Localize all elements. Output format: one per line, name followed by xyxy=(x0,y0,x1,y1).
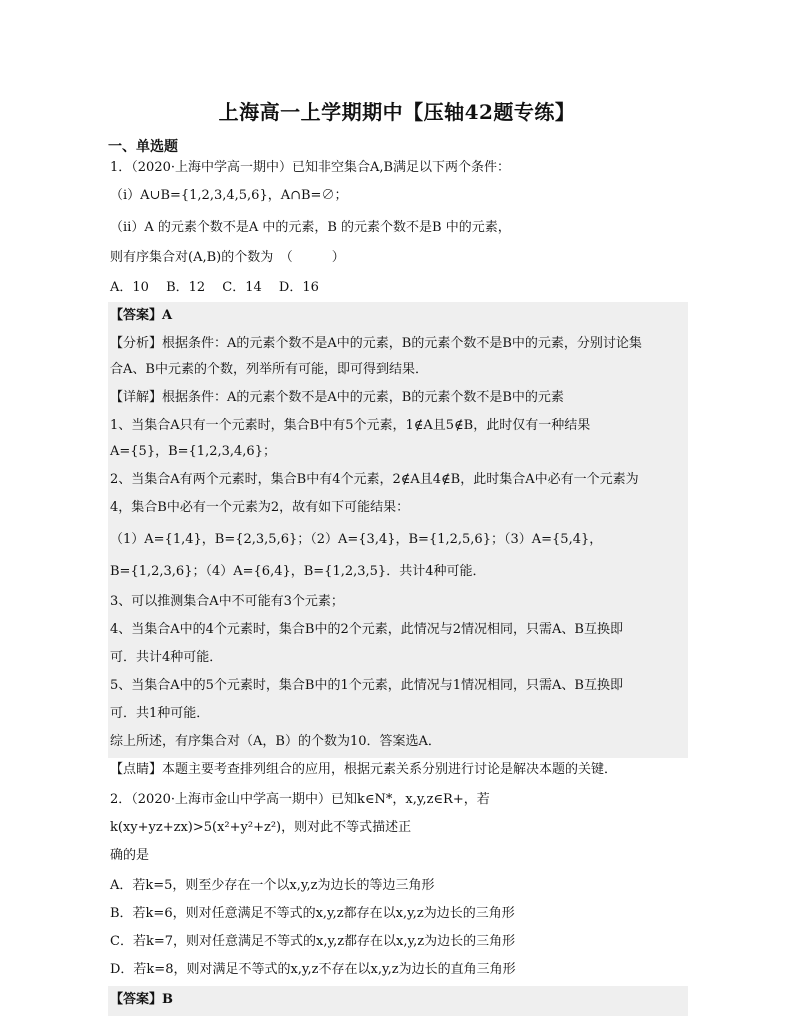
q1-answer: 【答案】A xyxy=(110,308,173,323)
q1-analysis-line-1: 【分析】根据条件：A的元素个数不是A中的元素，B的元素个数不是B中的元素，分别讨论集 xyxy=(110,336,642,351)
q1-stem: 1．（2020·上海中学高一期中）已知非空集合A,B满足以下两个条件： xyxy=(110,160,511,175)
q2-stem: 2．（2020·上海市金山中学高一期中）已知k∈N*，x,y,z∈R+，若 xyxy=(110,792,490,807)
q1-summary: 综上所述，有序集合对（A，B）的个数为10．答案选A． xyxy=(110,734,441,749)
q2-stem-continued: 确的是 xyxy=(110,848,150,863)
q1-question: 则有序集合对(A,B)的个数为 （ ） xyxy=(110,250,345,265)
q1-detail-case-5a: 5、当集合A中的5个元素时，集合B中的1个元素，此情况与1情况相同，只需A、B互换即 xyxy=(110,678,623,693)
q2-option-d: D．若k=8，则对满足不等式的x,y,z不存在以x,y,z为边长的直角三角形 xyxy=(110,962,516,977)
q1-detail-case-3: 3、可以推测集合A中不可能有3个元素； xyxy=(110,594,344,609)
q1-detail-case-2a: 2、当集合A有两个元素时，集合B中有4个元素，2∉A且4∉B，此时集合A中必有一个元素为 xyxy=(110,472,639,487)
q1-detail-case-1b: A={5}，B={1,2,3,4,6}； xyxy=(110,444,276,459)
q1-detail-case-4a: 4、当集合A中的4个元素时，集合B中的2个元素，此情况与2情况相同，只需A、B互换即 xyxy=(110,622,623,637)
q2-answer-block xyxy=(108,986,688,1016)
q1-options: A．10 B．12 C．14 D．16 xyxy=(110,280,319,295)
q1-detail-case-5b: 可．共1种可能． xyxy=(110,706,210,721)
q1-comment: 【点睛】本题主要考查排列组合的应用，根据元素关系分别进行讨论是解决本题的关键． xyxy=(110,762,618,777)
q2-option-c: C．若k=7，则对任意满足不等式的x,y,z都存在以x,y,z为边长的三角形 xyxy=(110,934,516,949)
q1-detail-case-1a: 1、当集合A只有一个元素时，集合B中有5个元素，1∉A且5∉B，此时仅有一种结果 xyxy=(110,418,591,433)
q1-condition-2: （ⅱ）A 的元素个数不是A 中的元素，B 的元素个数不是B 中的元素， xyxy=(110,220,511,235)
q1-analysis-line-2: 合A、B中元素的个数，列举所有可能，即可得到结果． xyxy=(110,362,428,377)
q1-detail-case-4b: 可．共计4种可能． xyxy=(110,650,223,665)
q2-option-a: A．若k=5，则至少存在一个以x,y,z为边长的等边三角形 xyxy=(110,878,435,893)
q2-option-b: B．若k=6，则对任意满足不等式的x,y,z都存在以x,y,z为边长的三角形 xyxy=(110,906,515,921)
q2-inequality: k(xy+yz+zx)>5(x²+y²+z²)，则对此不等式描述正 xyxy=(110,820,412,835)
section-heading: 一、单选题 xyxy=(108,139,178,155)
q1-detail-heading: 【详解】根据条件：A的元素个数不是A中的元素，B的元素个数不是B中的元素 xyxy=(110,390,564,405)
q1-detail-case-2d: B={1,2,3,6}；（4）A={6,4}，B={1,2,3,5}．共计4种可能． xyxy=(110,564,486,579)
q1-detail-case-2c: （1）A={1,4}，B={2,3,5,6}；（2）A={3,4}，B={1,2,5,6}；（3）A={5,4}， xyxy=(110,532,603,547)
q2-answer: 【答案】B xyxy=(110,992,173,1007)
q1-detail-case-2b: 4，集合B中必有一个元素为2，故有如下可能结果： xyxy=(110,500,410,515)
q1-condition-1: （ⅰ）A∪B={1,2,3,4,5,6}，A∩B=∅； xyxy=(110,188,348,203)
page-title: 上海高一上学期期中【压轴42题专练】 xyxy=(218,100,576,124)
